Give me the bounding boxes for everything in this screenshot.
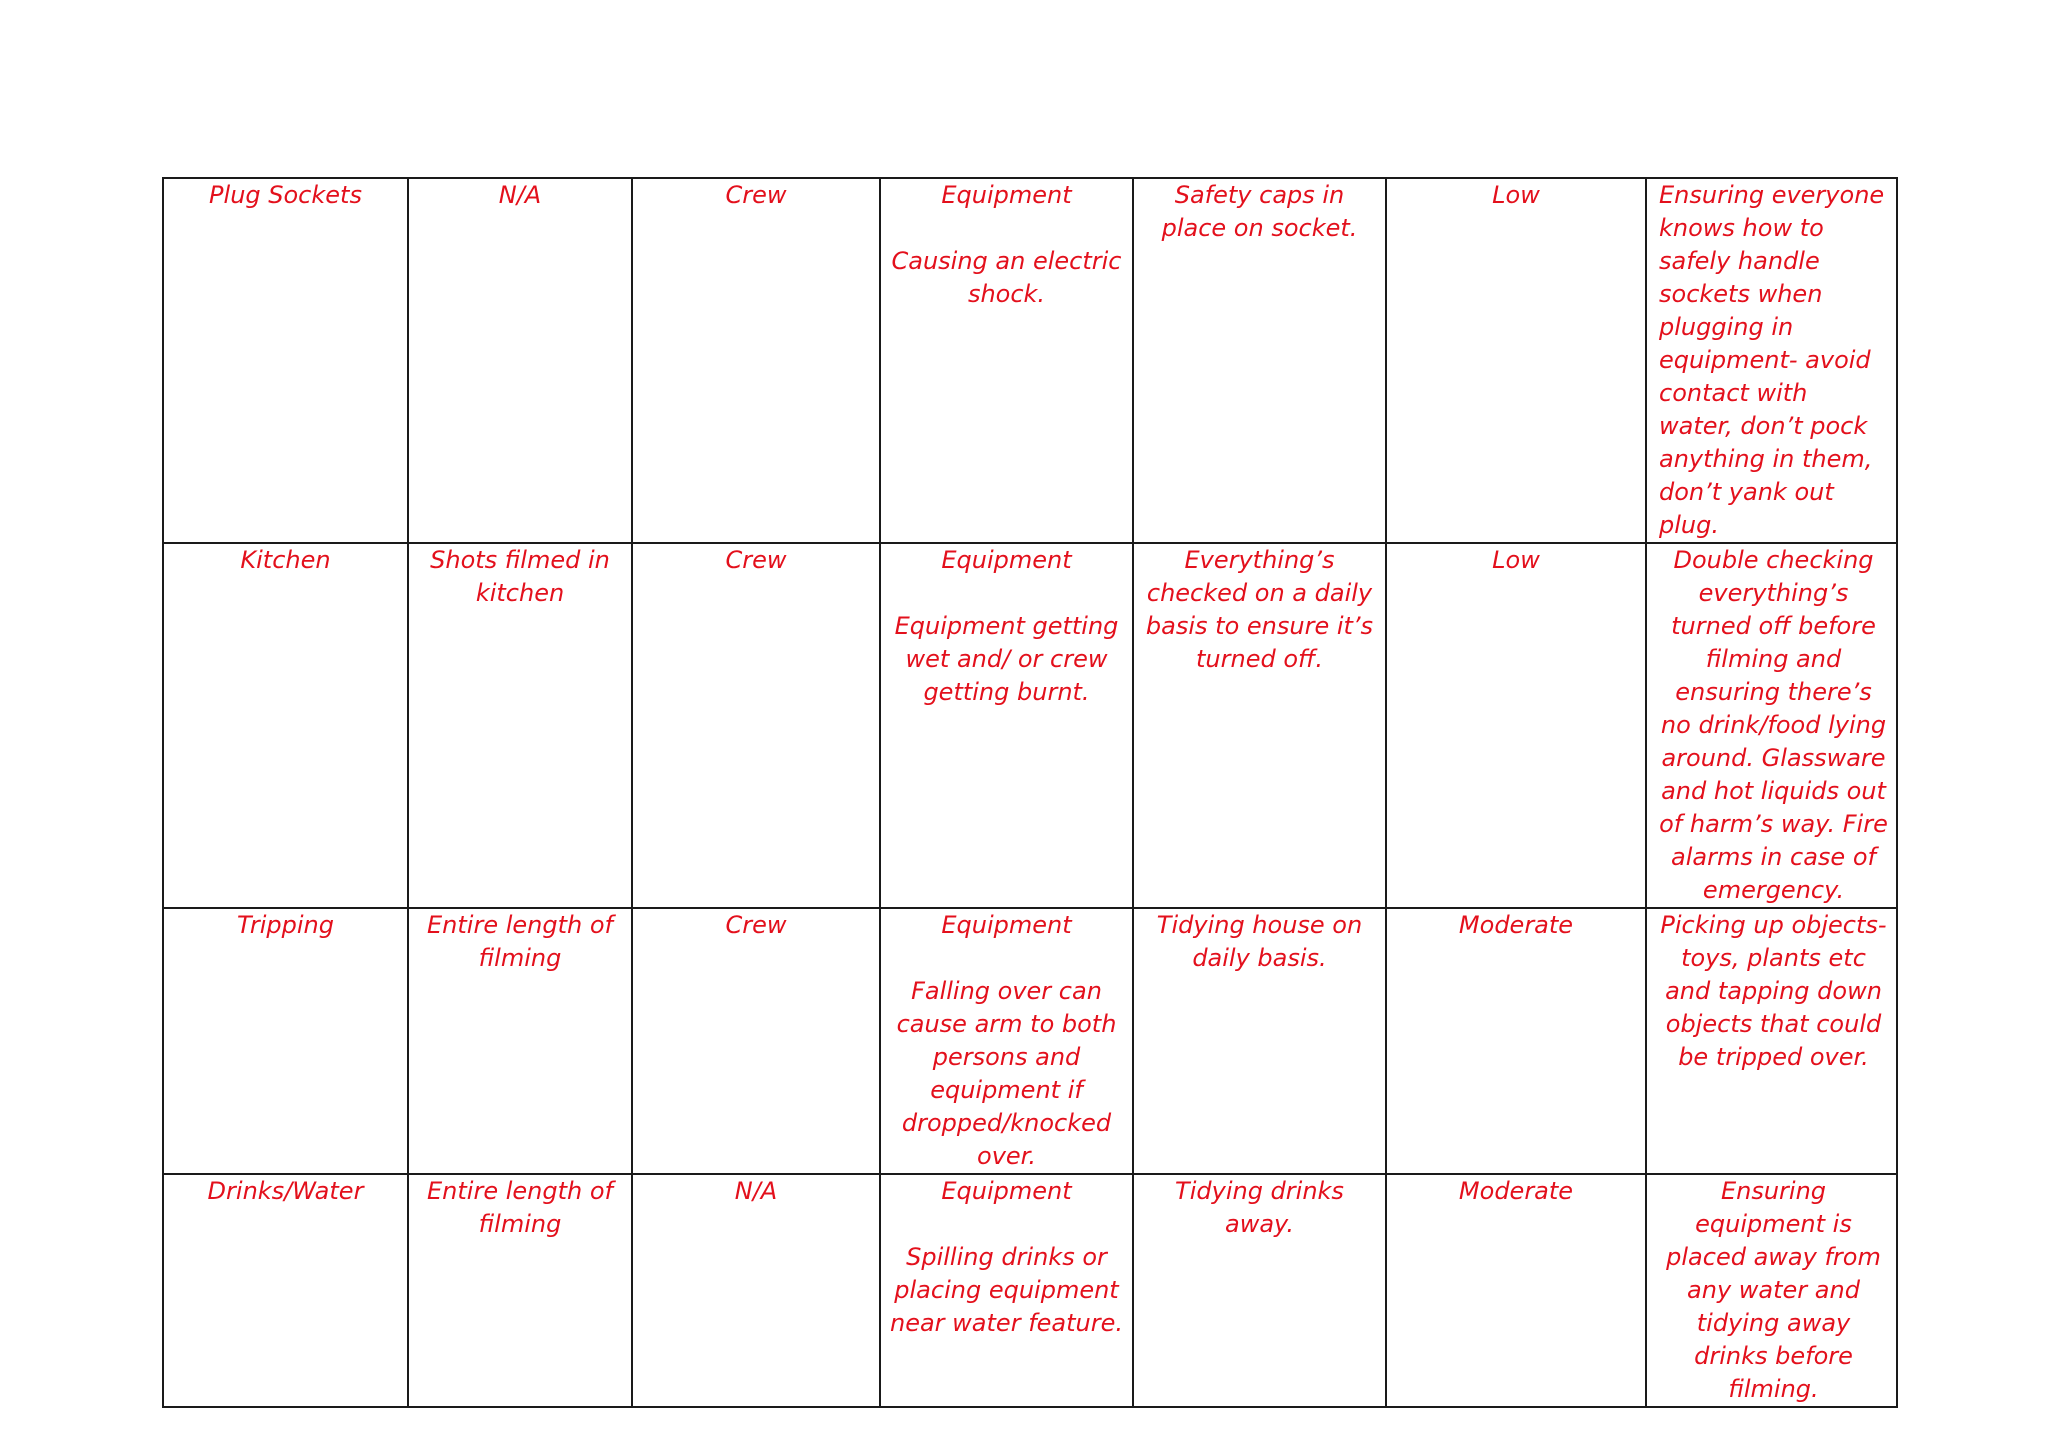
harm-detail-text: Causing an electric shock. xyxy=(891,247,1122,308)
measures-cell xyxy=(1133,908,1386,1174)
table-row xyxy=(163,543,1897,908)
hazard-cell xyxy=(163,1174,408,1407)
hazard-cell xyxy=(163,178,408,543)
category-text: Equipment xyxy=(941,181,1072,209)
harm-detail-text: Equipment getting wet and/ or crew getting burnt. xyxy=(894,612,1119,706)
harm-detail-text: Spilling drinks or placing equipment near water feature. xyxy=(890,1243,1123,1337)
hazard-cell xyxy=(163,543,408,908)
control-cell xyxy=(1646,908,1897,1174)
harm-detail-text: Falling over can cause arm to both persons and equipment if dropped/knocked over. xyxy=(896,977,1117,1170)
location-cell xyxy=(408,543,632,908)
control-cell xyxy=(1646,1174,1897,1407)
table-row xyxy=(163,1174,1897,1407)
risk-cell xyxy=(1386,908,1646,1174)
category-text: Equipment xyxy=(941,1177,1072,1205)
location-cell xyxy=(408,178,632,543)
who-cell xyxy=(632,908,880,1174)
measures-text: Safety caps in place on socket. xyxy=(1161,181,1358,242)
who-text: N/A xyxy=(734,1177,778,1205)
risk-cell xyxy=(1386,543,1646,908)
table-row xyxy=(163,908,1897,1174)
hazard-text: Plug Sockets xyxy=(209,181,362,209)
harm-cell xyxy=(880,178,1133,543)
harm-cell xyxy=(880,543,1133,908)
table-row xyxy=(163,178,1897,543)
who-cell xyxy=(632,178,880,543)
measures-cell xyxy=(1133,543,1386,908)
control-cell xyxy=(1646,543,1897,908)
control-text: Ensuring everyone knows how to safely handle sockets when plugging in equipment- avoid contact with water, don’t pock anything in them, don’t yank out plug. xyxy=(1659,181,1885,539)
risk-level-text: Low xyxy=(1492,546,1540,574)
risk-level-text: Moderate xyxy=(1458,1177,1574,1205)
who-text: Crew xyxy=(725,911,787,939)
control-text: Ensuring equipment is placed away from any water and tidying away drinks before filming. xyxy=(1666,1177,1881,1403)
risk-cell xyxy=(1386,178,1646,543)
who-text: Crew xyxy=(725,546,787,574)
hazard-cell xyxy=(163,908,408,1174)
hazard-text: Tripping xyxy=(237,911,334,939)
hazard-text: Kitchen xyxy=(240,546,331,574)
harm-cell xyxy=(880,1174,1133,1407)
location-cell xyxy=(408,908,632,1174)
risk-level-text: Moderate xyxy=(1458,911,1574,939)
category-text: Equipment xyxy=(941,911,1072,939)
control-text: Double checking everything’s turned off before filming and ensuring there’s no drink/food lying around. Glassware and hot liquids out of harm’s way. Fire alarms in case of emergency. xyxy=(1659,546,1888,904)
measures-text: Everything’s checked on a daily basis to ensure it’s turned off. xyxy=(1145,546,1374,673)
location-cell xyxy=(408,1174,632,1407)
who-cell xyxy=(632,543,880,908)
harm-cell xyxy=(880,908,1133,1174)
risk-assessment-table xyxy=(162,177,1898,1408)
measures-text: Tidying house on daily basis. xyxy=(1156,911,1363,972)
who-cell xyxy=(632,1174,880,1407)
control-text: Picking up objects- toys, plants etc and tapping down objects that could be tripped over. xyxy=(1660,911,1887,1071)
location-text: Shots filmed in kitchen xyxy=(430,546,610,607)
risk-cell xyxy=(1386,1174,1646,1407)
hazard-text: Drinks/Water xyxy=(207,1177,364,1205)
location-text: N/A xyxy=(498,181,542,209)
measures-cell xyxy=(1133,178,1386,543)
measures-cell xyxy=(1133,1174,1386,1407)
measures-text: Tidying drinks away. xyxy=(1175,1177,1344,1238)
who-text: Crew xyxy=(725,181,787,209)
location-text: Entire length of filming xyxy=(427,911,613,972)
control-cell xyxy=(1646,178,1897,543)
risk-level-text: Low xyxy=(1492,181,1540,209)
location-text: Entire length of filming xyxy=(427,1177,613,1238)
category-text: Equipment xyxy=(941,546,1072,574)
